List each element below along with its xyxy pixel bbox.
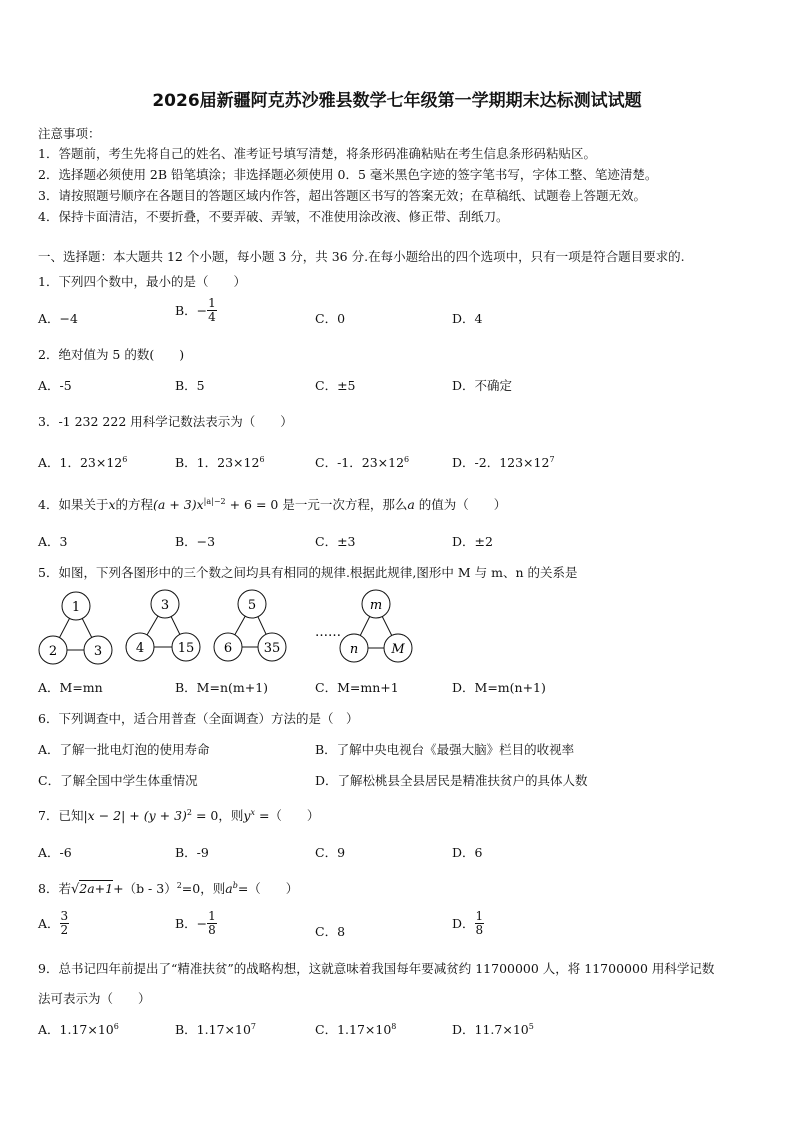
figure-1-top: 1 <box>71 600 81 615</box>
q9-option-b: B．$1.17\times 10^7$ <box>175 1021 256 1037</box>
figure-2-left: 4 <box>135 641 145 656</box>
figure-3-right: 35 <box>263 641 281 656</box>
figure-1-left: 2 <box>48 644 58 659</box>
q2-option-d: D．不确定 <box>452 378 513 393</box>
notice-item: 3．请按照题号顺序在各题目的答题区域内作答，超出答题区书写的答案无效；在草稿纸、试题卷上答题无效。 <box>38 188 646 203</box>
figure-1-right: 3 <box>93 644 103 659</box>
figure-3 <box>214 590 286 661</box>
q3-option-a: A．1．$23\times 12^6$ <box>38 454 128 470</box>
q5-option-c: C．M=mn+1 <box>315 680 399 695</box>
figure-4 <box>340 590 412 662</box>
figure-ellipsis: …… <box>315 625 341 640</box>
q5-option-d: D．M=m(n+1) <box>452 680 546 695</box>
figure-2-top: 3 <box>160 598 170 613</box>
q2-option-c: C．±5 <box>315 378 356 393</box>
q7-option-c: C．9 <box>315 845 346 860</box>
question-4-stem: 4．如果关于x的方程$(a + 3)x^{|a|-2} + 6 = 0$ 是一元一次方程，那么a 的值为（ ） <box>38 496 507 512</box>
q6-option-d: D．了解松桃县全县居民是精准扶贫户的具体人数 <box>315 773 588 788</box>
section-heading: 一、选择题：本大题共 12 个小题，每小题 3 分，共 36 分.在每小题给出的四个选项中，只有一项是符合题目要求的. <box>38 249 685 264</box>
q8-option-c: C．8 <box>315 924 346 939</box>
q4-option-c: C．±3 <box>315 534 356 549</box>
q6-option-c: C．了解全国中学生体重情况 <box>38 773 198 788</box>
q8-option-b: B．− $\frac{1}{8}$ <box>175 909 216 937</box>
question-9-stem-line-1: 9．总书记四年前提出了“精准扶贫”的战略构想，这就意味着我国每年要减贫约 11700000 人，将 11700000 用科学记数 <box>38 961 715 976</box>
q6-option-b: B．了解中央电视台《最强大脑》栏目的收视率 <box>315 742 575 757</box>
page-title: 2026届新疆阿克苏沙雅县数学七年级第一学期期末达标测试试题 <box>152 91 642 111</box>
q4-option-d: D．±2 <box>452 534 493 549</box>
question-5-stem: 5．如图，下列各图形中的三个数之间均具有相同的规律.根据此规律,图形中 M 与 m、n 的关系是 <box>38 565 578 580</box>
q4-option-b: B．−3 <box>175 534 216 549</box>
q3-option-b: B．1．$23\times 12^6$ <box>175 454 265 470</box>
question-8-stem: 8．若√2a+1+（b - 3）$^2$=0，则$a^b=$（ ） <box>38 880 299 897</box>
q9-option-c: C．$1.17\times 10^8$ <box>315 1021 397 1037</box>
q9-option-d: D．$11.7\times 10^5$ <box>452 1021 534 1037</box>
q4-option-a: A．3 <box>38 534 68 549</box>
figure-2-right: 15 <box>177 641 195 656</box>
pattern-figures <box>0 588 794 668</box>
q1-option-b: B．− $\frac{1}{4}$ <box>175 296 216 324</box>
figure-3-left: 6 <box>223 641 233 656</box>
notice-item: 2．选择题必须使用 2B 铅笔填涂；非选择题必须使用 0．5 毫米黑色字迹的签字笔书写，字体工整、笔迹清楚。 <box>38 167 658 182</box>
question-1-stem: 1．下列四个数中，最小的是（ ） <box>38 274 246 289</box>
q5-option-b: B．M=n(m+1) <box>175 680 269 695</box>
q7-option-a: A．-6 <box>38 845 72 860</box>
question-7-stem: 7．已知$|x - 2| + (y + 3)^2 = 0$，则$y^x$ =（ ） <box>38 807 320 823</box>
notice-item: 1．答题前，考生先将自己的姓名、准考证号填写清楚，将条形码准确粘贴在考生信息条形码粘贴区。 <box>38 146 596 161</box>
question-6-stem: 6．下列调查中，适合用普查（全面调查）方法的是（ ） <box>38 711 359 726</box>
q7-option-b: B．-9 <box>175 845 209 860</box>
q6-option-a: A．了解一批电灯泡的使用寿命 <box>38 742 210 757</box>
q3-option-d: D．-2．$123\times 12^7$ <box>452 454 555 470</box>
q7-option-d: D．6 <box>452 845 483 860</box>
figure-1 <box>39 592 112 664</box>
figure-2 <box>126 590 200 661</box>
q1-option-a: A．−4 <box>38 311 78 326</box>
q3-option-c: C．-1．$23\times 12^6$ <box>315 454 410 470</box>
q2-option-a: A．-5 <box>38 378 72 393</box>
q9-option-a: A．$1.17\times 10^6$ <box>38 1021 119 1037</box>
q5-option-a: A．M=mn <box>38 680 103 695</box>
figure-3-top: 5 <box>247 598 257 613</box>
figure-4-right: M <box>391 642 405 657</box>
question-9-stem-line-2: 法可表示为（ ） <box>38 991 151 1006</box>
q2-option-b: B．5 <box>175 378 205 393</box>
q1-option-d: D．4 <box>452 311 483 326</box>
q8-option-a: A． $\frac{3}{2}$ <box>38 909 69 937</box>
figure-4-top: m <box>369 598 383 613</box>
notice-heading: 注意事项： <box>38 126 101 141</box>
q1-option-c: C．0 <box>315 311 346 326</box>
question-3-stem: 3．-1 232 222 用科学记数法表示为（ ） <box>38 414 293 429</box>
q8-option-d: D． $\frac{1}{8}$ <box>452 909 484 937</box>
figure-4-left: n <box>349 642 359 657</box>
question-2-stem: 2．绝对值为 5 的数( ) <box>38 347 185 362</box>
notice-item: 4．保持卡面清洁，不要折叠，不要弄破、弄皱，不准使用涂改液、修正带、刮纸刀。 <box>38 209 509 224</box>
